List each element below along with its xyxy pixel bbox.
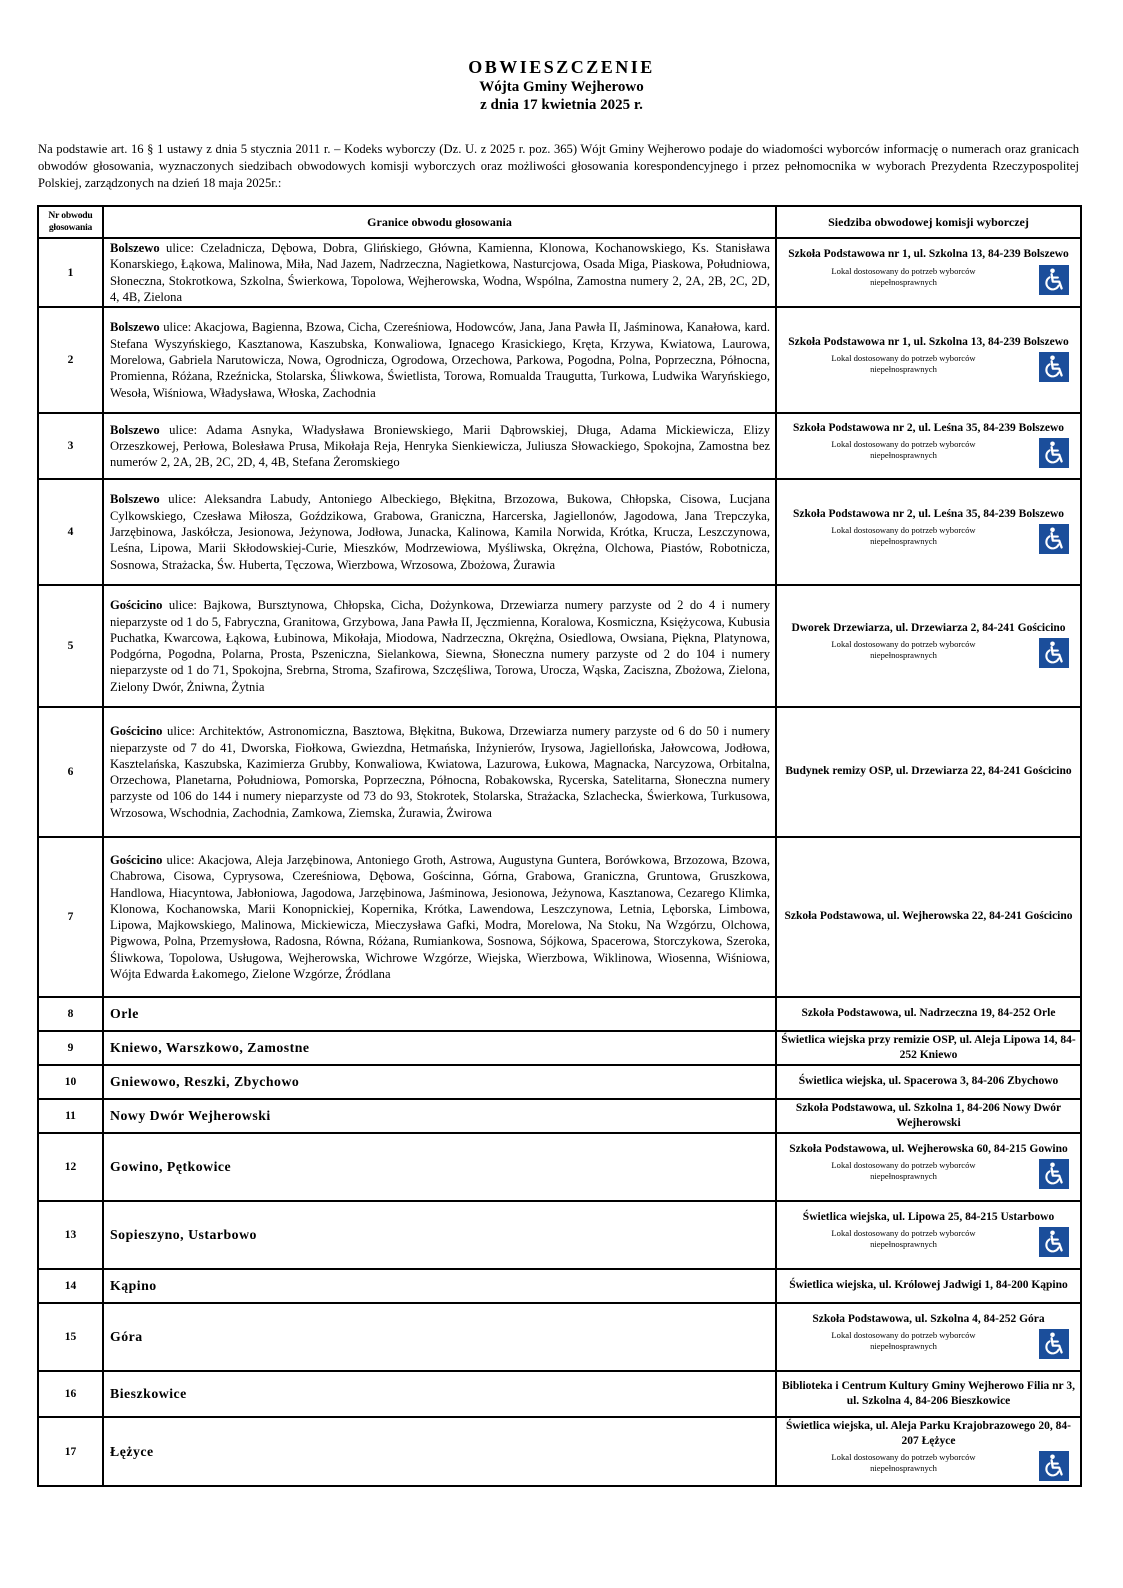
table-row <box>38 997 1081 1031</box>
seat-address: Szkoła Podstawowa nr 1, ul. Szkolna 13, 84-239 Bolszewo <box>788 335 1069 348</box>
district-boundaries <box>103 307 776 413</box>
accessibility-note: Lokal dostosowany do potrzeb wyborców niepełnosprawnych <box>831 353 976 375</box>
locality-name: Łężyce <box>110 1443 154 1459</box>
district-number: 16 <box>38 1371 103 1417</box>
accessibility-info <box>781 1451 1076 1483</box>
district-boundaries <box>103 413 776 479</box>
district-number: 5 <box>38 585 103 707</box>
accessibility-info <box>781 1227 1076 1259</box>
table-row <box>38 479 1081 585</box>
seat-address: Świetlica wiejska, ul. Spacerowa 3, 84-206 Zbychowo <box>798 1075 1059 1088</box>
district-boundaries <box>103 585 776 707</box>
table-row <box>38 1303 1081 1371</box>
wheelchair-accessible-icon <box>1039 1329 1069 1359</box>
district-boundaries <box>103 238 776 307</box>
accessibility-note: Lokal dostosowany do potrzeb wyborców niepełnosprawnych <box>831 639 976 661</box>
commission-seat <box>776 707 1081 837</box>
district-number: 7 <box>38 837 103 997</box>
seat-address: Dworek Drzewiarza, ul. Drzewiarza 2, 84-241 Gościcino <box>791 621 1066 634</box>
locality-name: Kniewo, Warszkowo, Zamostne <box>110 1040 310 1056</box>
district-boundaries <box>103 707 776 837</box>
wheelchair-accessible-icon <box>1039 1227 1069 1257</box>
locality-name: Bolszewo <box>110 320 160 335</box>
seat-address: Szkoła Podstawowa nr 2, ul. Leśna 35, 84-239 Bolszewo <box>792 507 1064 520</box>
seat-address: Szkoła Podstawowa nr 1, ul. Szkolna 13, 84-239 Bolszewo <box>788 248 1069 261</box>
district-boundaries <box>103 1065 776 1099</box>
table-row <box>38 413 1081 479</box>
district-number: 17 <box>38 1417 103 1486</box>
locality-name: Gniewowo, Reszki, Zbychowo <box>110 1074 300 1090</box>
district-number: 13 <box>38 1201 103 1269</box>
district-number: 8 <box>38 997 103 1031</box>
voting-districts-table <box>37 205 1082 1487</box>
seat-address: Szkoła Podstawowa nr 2, ul. Leśna 35, 84-239 Bolszewo <box>792 421 1064 434</box>
accessibility-note: Lokal dostosowany do potrzeb wyborców niepełnosprawnych <box>831 1330 976 1352</box>
district-number: 12 <box>38 1133 103 1201</box>
table-row <box>38 1371 1081 1417</box>
district-number: 3 <box>38 413 103 479</box>
seat-address: Szkoła Podstawowa, ul. Nadrzeczna 19, 84-252 Orle <box>801 1007 1056 1020</box>
commission-seat <box>776 837 1081 997</box>
accessibility-note: Lokal dostosowany do potrzeb wyborców niepełnosprawnych <box>831 1228 976 1250</box>
accessibility-info <box>781 438 1076 470</box>
accessibility-info <box>781 1329 1076 1361</box>
table-row <box>38 1065 1081 1099</box>
commission-seat <box>776 307 1081 413</box>
wheelchair-accessible-icon <box>1039 438 1069 468</box>
locality-name: Gościcino <box>110 724 163 739</box>
column-header-area: Granice obwodu głosowania <box>103 206 776 238</box>
commission-seat <box>776 413 1081 479</box>
accessibility-note: Lokal dostosowany do potrzeb wyborców niepełnosprawnych <box>831 265 976 287</box>
document-header <box>0 56 1123 114</box>
district-number: 9 <box>38 1031 103 1065</box>
locality-name: Góra <box>110 1329 143 1345</box>
seat-address: Szkoła Podstawowa, ul. Szkolna 4, 84-252 Góra <box>812 1312 1045 1325</box>
seat-address: Budynek remizy OSP, ul. Drzewiarza 22, 84-241 Gościcino <box>785 765 1072 778</box>
seat-address: Biblioteka i Centrum Kultury Gminy Wejherowo Filia nr 3, ul. Szkolna 4, 84-206 Bieszkowice <box>782 1380 1075 1407</box>
commission-seat <box>776 1269 1081 1303</box>
document-subtitle: Wójta Gminy Wejherowo <box>479 79 644 95</box>
district-boundaries <box>103 1269 776 1303</box>
document-title: OBWIESZCZENIE <box>468 57 655 77</box>
commission-seat <box>776 1201 1081 1269</box>
table-row <box>38 1269 1081 1303</box>
accessibility-info <box>781 352 1076 384</box>
seat-address: Świetlica wiejska przy remizie OSP, ul. Aleja Lipowa 14, 84-252 Kniewo <box>781 1034 1076 1061</box>
district-number: 15 <box>38 1303 103 1371</box>
district-boundaries <box>103 837 776 997</box>
district-boundaries <box>103 1099 776 1133</box>
table-row <box>38 1417 1081 1486</box>
table-row <box>38 707 1081 837</box>
district-boundaries <box>103 1371 776 1417</box>
accessibility-note: Lokal dostosowany do potrzeb wyborców niepełnosprawnych <box>831 525 976 547</box>
district-boundaries <box>103 997 776 1031</box>
table-row <box>38 1031 1081 1065</box>
locality-name: Nowy Dwór Wejherowski <box>110 1108 271 1124</box>
district-number: 14 <box>38 1269 103 1303</box>
locality-name: Gowino, Pętkowice <box>110 1159 232 1175</box>
accessibility-note: Lokal dostosowany do potrzeb wyborców niepełnosprawnych <box>831 439 976 461</box>
locality-name: Bolszewo <box>110 492 160 507</box>
wheelchair-accessible-icon <box>1039 524 1069 554</box>
district-boundaries <box>103 1417 776 1486</box>
district-number: 2 <box>38 307 103 413</box>
seat-address: Świetlica wiejska, ul. Królowej Jadwigi 1, 84-200 Kąpino <box>789 1279 1068 1292</box>
accessibility-info <box>781 638 1076 670</box>
commission-seat <box>776 585 1081 707</box>
commission-seat <box>776 1031 1081 1065</box>
intro-paragraph: Na podstawie art. 16 § 1 ustawy z dnia 5 stycznia 2011 r. – Kodeks wyborczy (Dz. U. z 2025 r. poz. 365) Wójt Gminy Wejherowo podaje do wiadomości wyborców informację o numerach oraz granicach obwodów głosowania, wyznaczonych siedzibach obwodowych komisji wyborczych oraz możliwości głosowania korespondencyjnego i przez pełnomocnika w wyborach Prezydenta Rzeczypospolitej Polskiej, zarządzonych na dzień 18 maja 2025r.: <box>38 142 1079 190</box>
street-list: ulice: Akacjowa, Aleja Jarzębinowa, Antoniego Groth, Astrowa, Augustyna Guntera, Borówkowa, Brzozowa, Bzowa, Chabrowa, Cisowa, Cyprysowa, Czereśniowa, Dębowa, Gościnna, Górna, Grabowa, Graniczna, Gruntowa, Gruszkowa, Handlowa, Hiacyntowa, Jabłoniowa, Jagodowa, Jarzębinowa, Jaśminowa, Jesionowa, Jeżynowa, Kasztanowa, Cezarego Klimka, Klonowa, Kochanowska, Marii Konopnickiej, Kopernika, Krótka, Lawendowa, Leszczynowa, Letnia, Lęborska, Limbowa, Lipowa, Majkowskiego, Malinowa, Mickiewicza, Mieczysława Gafki, Modra, Morelowa, Na Stoku, Na Wzgórzu, Olchowa, Pigwowa, Polna, Przemysłowa, Radosna, Równa, Różana, Rumiankowa, Sosnowa, Sójkowa, Spacerowa, Storczykowa, Szeroka, Śliwkowa, Topolowa, Usługowa, Wejherowska, Wichrowe Wzgórze, Wiejska, Wierzbowa, Wiklinowa, Wiosenna, Wiśniowa, Wójta Edwarda Łakomego, Zielone Wzgórze, Źródlana <box>110 853 770 982</box>
wheelchair-accessible-icon <box>1039 1451 1069 1481</box>
accessibility-note: Lokal dostosowany do potrzeb wyborców niepełnosprawnych <box>831 1452 976 1474</box>
district-number: 11 <box>38 1099 103 1133</box>
locality-name: Gościcino <box>110 598 163 613</box>
table-row <box>38 837 1081 997</box>
seat-address: Szkoła Podstawowa, ul. Wejherowska 60, 84-215 Gowino <box>789 1142 1068 1155</box>
street-list: ulice: Czeladnicza, Dębowa, Dobra, Glińskiego, Główna, Kamienna, Klonowa, Kochanowskiego, Ks. Stanisława Konarskiego, Łąkowa, Malinowa, Miła, Nad Jazem, Nadrzeczna, Nagietkowa, Nasturcjowa, Osada Miga, Piaskowa, Południowa, Słoneczna, Stokrotkowa, Szkolna, Świerkowa, Topolowa, Wejherowska, Wodna, Wspólna, Zamostna numery 2, 2A, 2B, 2C, 2D, 4, 4B, Zielona <box>110 241 770 304</box>
district-boundaries <box>103 1031 776 1065</box>
commission-seat <box>776 997 1081 1031</box>
seat-address: Świetlica wiejska, ul. Aleja Parku Krajobrazowego 20, 84-207 Łężyce <box>786 1420 1071 1447</box>
table-row <box>38 238 1081 307</box>
district-number: 6 <box>38 707 103 837</box>
locality-name: Orle <box>110 1006 139 1022</box>
commission-seat <box>776 479 1081 585</box>
district-boundaries <box>103 1303 776 1371</box>
locality-name: Bieszkowice <box>110 1386 187 1402</box>
street-list: ulice: Adama Asnyka, Władysława Broniewskiego, Marii Dąbrowskiej, Długa, Adama Mickiewicza, Elizy Orzeszkowej, Perłowa, Bolesława Prusa, Mikołaja Reja, Henryka Sienkiewicza, Juliusza Słowackiego, Spokojna, Zamostna bez numerów 2, 2A, 2B, 2C, 2D, 4, 4B, Stefana Żeromskiego <box>110 422 770 470</box>
wheelchair-accessible-icon <box>1039 352 1069 382</box>
table-row <box>38 1201 1081 1269</box>
district-boundaries <box>103 1201 776 1269</box>
table-header-row <box>38 206 1081 238</box>
locality-name: Gościcino <box>110 853 163 867</box>
accessibility-info <box>781 1159 1076 1191</box>
locality-name: Bolszewo <box>110 422 160 437</box>
commission-seat <box>776 1417 1081 1486</box>
commission-seat <box>776 1133 1081 1201</box>
district-number: 10 <box>38 1065 103 1099</box>
table-row <box>38 1099 1081 1133</box>
accessibility-note: Lokal dostosowany do potrzeb wyborców niepełnosprawnych <box>831 1160 976 1182</box>
accessibility-info <box>781 524 1076 556</box>
street-list: ulice: Bajkowa, Bursztynowa, Chłopska, Cicha, Dożynkowa, Drzewiarza numery parzyste od 2 do 4 i numery nieparzyste od 1 do 5, Fabryczna, Granitowa, Grzybowa, Jana Pawła II, Jęczmienna, Koralowa, Kosmiczna, Księżycowa, Kubusia Puchatka, Kwarcowa, Łąkowa, Łubinowa, Mikołaja, Miodowa, Nadrzeczna, Okrężna, Osiedlowa, Owsiana, Piękna, Platynowa, Podgórna, Pogodna, Polarna, Prosta, Pszeniczna, Sielankowa, Siewna, Słoneczna numery parzyste od 2 do 104 i numery nieparzyste od 1 do 71, Spokojna, Srebrna, Stroma, Szafirowa, Szczęśliwa, Torowa, Urocza, Wąska, Zaciszna, Zbożowa, Zielona, Zielony Dwór, Żniwna, Żytnia <box>110 598 770 694</box>
seat-address: Szkoła Podstawowa, ul. Szkolna 1, 84-206 Nowy Dwór Wejherowski <box>795 1102 1062 1129</box>
district-number: 4 <box>38 479 103 585</box>
column-header-nr: Nr obwodu głosowania <box>38 206 103 238</box>
wheelchair-accessible-icon <box>1039 265 1069 295</box>
table-row <box>38 1133 1081 1201</box>
district-number: 1 <box>38 238 103 307</box>
locality-name: Kąpino <box>110 1278 157 1294</box>
street-list: ulice: Aleksandra Labudy, Antoniego Albeckiego, Błękitna, Brzozowa, Bukowa, Chłopska, Cisowa, Lucjana Cylkowskiego, Czesława Miłosza, Goździkowa, Grabowa, Graniczna, Harcerska, Jagiellonów, Jagodowa, Jana Trepczyka, Jarzębinowa, Jaskółcza, Jesionowa, Jeżynowa, Jodłowa, Junacka, Kalinowa, Kamila Norwida, Krótka, Krucza, Leszczynowa, Leśna, Lipowa, Marii Skłodowskiej-Curie, Mieszków, Modrzewiowa, Myśliwska, Okrężna, Olchowa, Piastów, Robotnicza, Sosnowa, Strażacka, Św. Huberta, Tęczowa, Wierzbowa, Wrzosowa, Zbożowa, Żurawia <box>110 492 770 572</box>
locality-name: Bolszewo <box>110 241 160 255</box>
table-row <box>38 585 1081 707</box>
district-boundaries <box>103 1133 776 1201</box>
commission-seat <box>776 1065 1081 1099</box>
street-list: ulice: Architektów, Astronomiczna, Basztowa, Błękitna, Bukowa, Drzewiarza numery parzyste od 6 do 50 i numery nieparzyste od 7 do 41, Dworska, Fiołkowa, Gwiezdna, Hetmańska, Inżynierów, Irysowa, Jagiellońska, Jałowcowa, Jodłowa, Kasztelańska, Kaszubska, Kazimierza Grubby, Konwaliowa, Kwiatowa, Lazurowa, Łukowa, Magnacka, Narcyzowa, Orbitalna, Orzechowa, Planetarna, Południowa, Pomorska, Poprzeczna, Północna, Robakowska, Rycerska, Satelitarna, Słoneczna numery parzyste od 106 do 144 i numery nieparzyste od 73 do 93, Stokrotek, Stolarska, Strażacka, Szlachecka, Świerkowa, Turkusowa, Wrzosowa, Wschodnia, Zachodnia, Zamkowa, Ziemska, Żurawia, Żwirowa <box>110 724 770 820</box>
seat-address: Świetlica wiejska, ul. Lipowa 25, 84-215 Ustarbowo <box>802 1210 1055 1223</box>
table-row <box>38 307 1081 413</box>
wheelchair-accessible-icon <box>1039 638 1069 668</box>
document-date: z dnia 17 kwietnia 2025 r. <box>480 97 643 113</box>
commission-seat <box>776 1099 1081 1133</box>
street-list: ulice: Akacjowa, Bagienna, Bzowa, Cicha, Czereśniowa, Hodowców, Jana, Jana Pawła II, Jaśminowa, Kanałowa, kard. Stefana Wyszyńskiego, Kasztanowa, Kaszubska, Konwaliowa, Ignacego Krasickiego, Kręta, Krzywa, Kwiatowa, Laurowa, Morelowa, Gabriela Narutowicza, Nowa, Ogrodnicza, Ogrodowa, Orzechowa, Parkowa, Pogodna, Polna, Poprzeczna, Północna, Promienna, Różana, Rzeźnicka, Stolarska, Śliwkowa, Świetlista, Torowa, Romualda Traugutta, Turkowa, Ludwika Waryńskiego, Wesoła, Wiśniowa, Władysława, Włoska, Zachodnia <box>110 320 770 400</box>
seat-address: Szkoła Podstawowa, ul. Wejherowska 22, 84-241 Gościcino <box>784 910 1073 923</box>
commission-seat <box>776 238 1081 307</box>
wheelchair-accessible-icon <box>1039 1159 1069 1189</box>
commission-seat <box>776 1371 1081 1417</box>
district-boundaries <box>103 479 776 585</box>
column-header-seat: Siedziba obwodowej komisji wyborczej <box>776 206 1081 238</box>
accessibility-info <box>781 265 1076 297</box>
commission-seat <box>776 1303 1081 1371</box>
locality-name: Sopieszyno, Ustarbowo <box>110 1227 257 1243</box>
